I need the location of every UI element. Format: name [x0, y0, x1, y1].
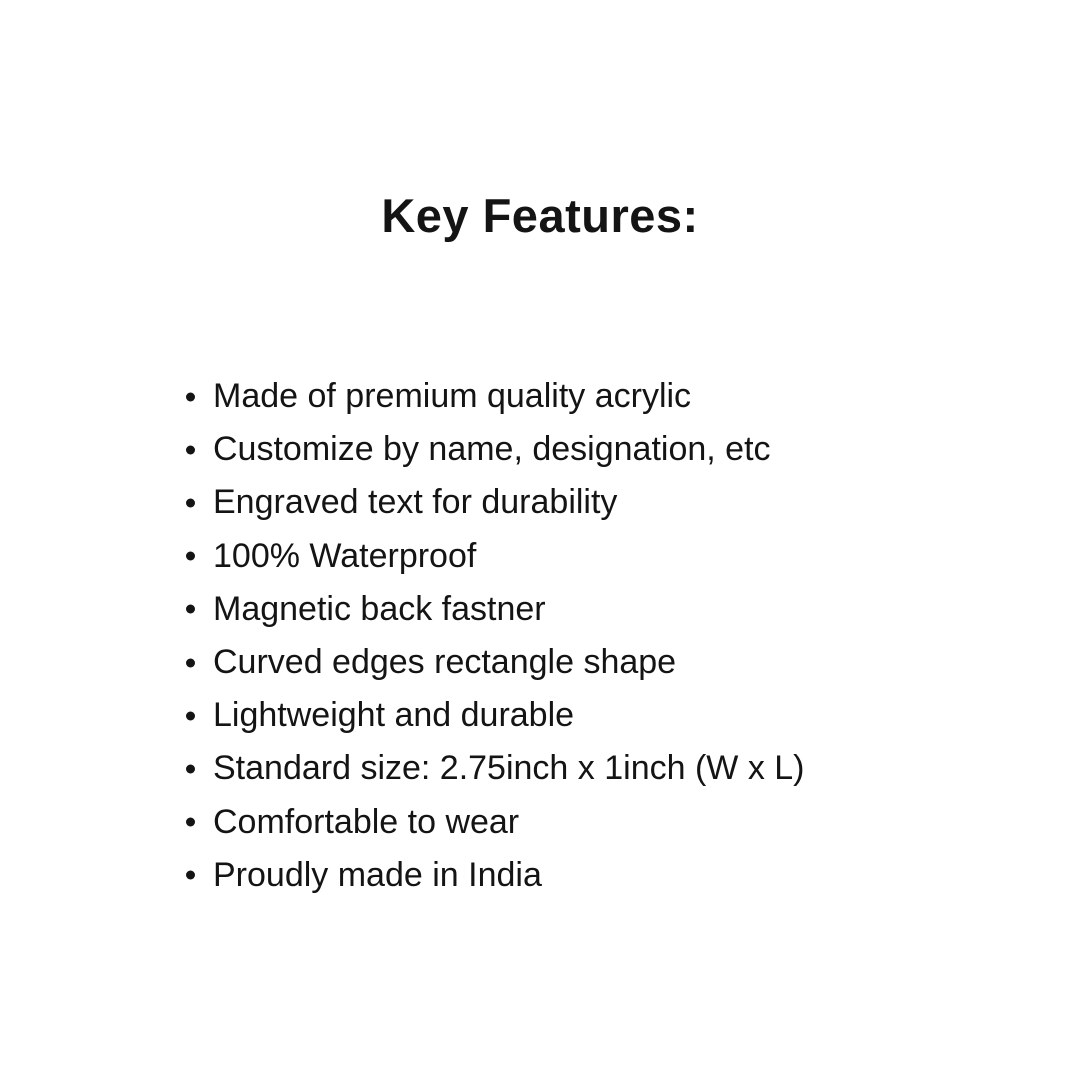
bullet-icon [186, 499, 195, 508]
feature-text: Made of premium quality acrylic [213, 377, 692, 415]
list-item [186, 583, 805, 636]
feature-text: Curved edges rectangle shape [213, 643, 677, 682]
feature-text: Magnetic back fastner [213, 589, 546, 628]
feature-text: Comfortable to wear [213, 802, 520, 841]
feature-text: Standard size: 2.75inch x 1inch (W x L) [213, 749, 805, 788]
bullet-icon [186, 871, 195, 880]
list-item [186, 530, 805, 583]
feature-list [186, 370, 805, 902]
list-item [186, 796, 805, 849]
list-item [186, 370, 805, 423]
bullet-icon [186, 445, 195, 454]
feature-text: Proudly made in India [213, 855, 542, 894]
feature-text: Engraved text for durability [213, 483, 618, 522]
feature-text: Customize by name, designation, etc [213, 430, 771, 469]
bullet-icon [186, 765, 195, 774]
bullet-icon [186, 392, 195, 401]
list-item [186, 689, 805, 742]
feature-text: 100% Waterproof [213, 536, 477, 575]
bullet-icon [186, 605, 195, 614]
feature-text: Lightweight and durable [213, 696, 575, 735]
list-item [186, 849, 805, 902]
bullet-icon [186, 711, 195, 720]
list-item [186, 636, 805, 689]
list-item [186, 742, 805, 795]
bullet-icon [186, 552, 195, 561]
list-item [186, 423, 805, 476]
bullet-icon [186, 658, 195, 667]
page-title: Key Features: [381, 189, 699, 242]
bullet-icon [186, 818, 195, 827]
list-item [186, 476, 805, 529]
